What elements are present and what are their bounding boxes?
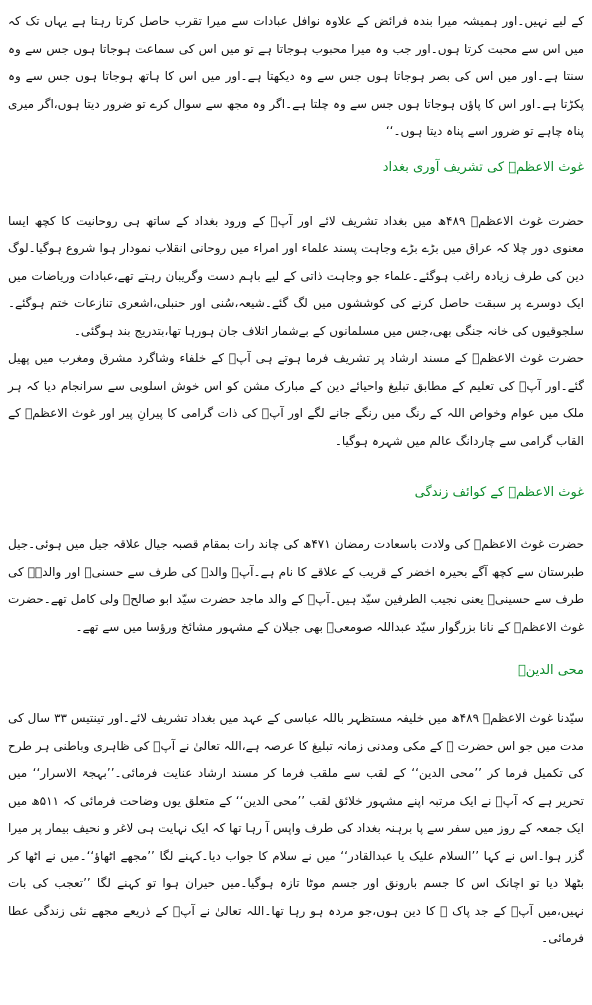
arrival-paragraph-1: حضرت غوث الاعظمؒ ۴۸۹ھ میں بغداد تشریف لائے اور آپؒ کے ورود بغداد کے ساتھ ہی روحانیت کا کچھ ایسا معنوی دور چلا کہ عراق میں بڑے بڑے وجاہت پسند علماء اور امراء میں روحانی انقلاب نمودار ہوا شروع ہوگیا۔لوگ دین کی طرف زیادہ راغب ہوگئے۔علماء جو وجاہت ذاتی کے لیے باہم دست وگریبان رہتے تھے،عبادات وریاضات میں ایک دوسرے پر سبقت حاصل کرنے کی کوششوں میں لگ گئے۔شیعہ،سُنی اور حنبلی،اشعری تنازعات ختم ہوگئے۔سلجوقیوں کی خانہ جنگی بھی،جس میں مسلمانوں کے بےشمار اتلاف جان ہورہا تھا،بتدریج بند ہوگئی۔ (8, 213, 584, 338)
intro-paragraph: کے لیے نہیں۔اور ہمیشہ میرا بندہ فرائض کے علاوہ نوافل عبادات سے میرا تقرب حاصل کرتا رہتا ہے یہاں تک کہ میں اس سے محبت کرتا ہوں۔اور جب وہ میرا محبوب ہوجاتا ہے تو میں اس کی سماعت ہوجاتا ہوں جس سے وہ سنتا ہے۔اور میں اس کی بصر ہوجاتا ہوں جس سے وہ دیکھتا ہے۔اور میں اس کا ہاتھ ہوجاتا ہوں جس سے وہ پکڑتا ہے۔اور اس کا پاؤں ہوجاتا ہوں جس سے وہ چلتا ہے۔اگر وہ مجھ سے سوال کرے تو ضرور دیتا ہوں،اگر میری پناہ چاہے تو ضرور اسے پناہ دیتا ہوں۔‘‘ (8, 14, 584, 138)
life-details-paragraph: حضرت غوث الاعظمؒ کی ولادت باسعادت رمضان ۴۷۱ھ کی چاند رات بمقام قصبہ جیال علاقہ جیل میں ہوئی۔جیل طبرستان سے کچھ آگے بحیرہ اخضر کے قریب کے علاقے کا نام ہے۔آپؒ والدؒ کی طرف سے حسنیؒ اور والدہؒ کی طرف سے حسینیؒ یعنی نجیب الطرفین سیّد ہیں۔آپؒ کے والد ماجد حضرت سیّد ابو صالحؒ ولی کامل تھے۔حضرت غوث الاعظمؒ کے نانا بزرگوار سیّد عبداللہ صومعیؒ بھی جیلان کے مشہور مشائخ ورؤسا میں سے تھے۔ (8, 537, 585, 634)
section-heading-arrival-baghdad: غوث الاعظمؒ کی تشریف آوری بغداد (382, 159, 584, 175)
section-heading-muhyiddin: محی الدینؒ (517, 663, 584, 678)
muhyiddin-paragraph: سیّدنا غوث الاعظمؒ ۴۸۹ھ میں خلیفہ مستظہر باللہ عباسی کے عہد میں بغداد تشریف لائے۔اور تینتیس ۳۳ سال کی مدت میں جو اس حضرت ﷺ کے مکی ومدنی زمانہ تبلیغ کا عرصہ ہے،اللہ تعالیٰ نے آپؒ کی ظاہری وباطنی ہر طرح کی تکمیل فرما کر ’’محی الدین‘‘ کے لقب سے ملقب فرما کر مسند ارشاد عنایت فرمائی۔’’بہجۃ الاسرار‘‘ میں تحریر ہے کہ آپؒ نے ایک مرتبہ اپنے مشہور خلائق لقب ’’محی الدین‘‘ کے متعلق یوں وضاحت فرمائی کہ ۵۱۱ھ میں ایک جمعہ کے روز میں سفر سے پا برہنہ بغداد کی طرف واپس آ رہا تھا کہ ایک نہایت ہی لاغر و نحیف بیمار پر میرا گزر ہوا۔اس نے کہا ’’السلام علیک یا عبدالقادر‘‘ میں نے سلام کا جواب دیا۔کہنے لگا ’’مجھے اٹھاؤ‘‘۔میں نے اٹھا کر بٹھلا دیا تو اچانک اس کا جسم بارونق اور جسم موٹا تازہ ہوگیا۔میں حیران ہوا تو کہنے لگا ’’تعجب کی بات نہیں،میں آپؒ کے جد پاک ﷺ کا دین ہوں،جو مردہ ہو رہا تھا۔اللہ تعالیٰ نے آپؒ کے ذریعے مجھے نئی زندگی عطا فرمائی۔ (8, 711, 585, 945)
arrival-paragraph-2: حضرت غوث الاعظمؒ کے مسند ارشاد پر تشریف فرما ہوتے ہی آپؒ کے خلفاء وشاگرد مشرق ومغرب میں پھیل گئے۔اور آپؒ کی تعلیم کے مطابق تبلیغ واحیائے دین کے مبارک مشن کو اس خوش اسلوبی سے سرانجام دیا کہ ہر ملک میں عوام وخواص اللہ کے رنگ میں رنگے جانے لگے اور آپؒ کی ذات گرامی کا پیرانِ پیر اور غوث الاعظمؒ کے القاب گرامی سے چاردانگ عالم میں شہرہ ہوگیا۔ (8, 351, 584, 448)
section-heading-life-details: غوث الاعظمؒ کے کوائف زندگی (414, 485, 584, 500)
